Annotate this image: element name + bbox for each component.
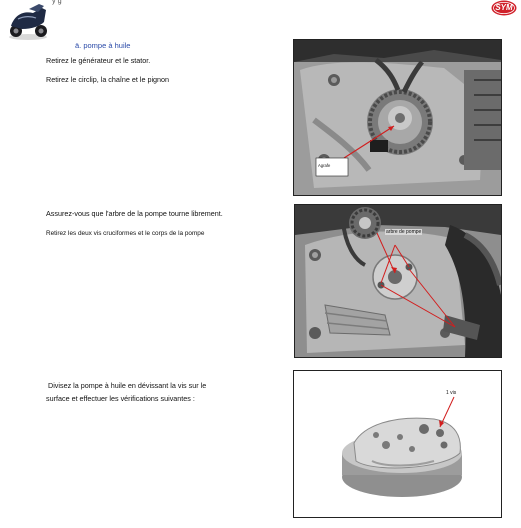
cropped-header-text: y g (52, 0, 62, 5)
photo-sprocket-circlip (293, 39, 502, 196)
step-1-line-1: Retirez le générateur et le stator. (46, 56, 151, 65)
photo-pump-shaft (294, 204, 502, 358)
step-3-line-1: Divisez la pompe à huile en dévissant la vis sur le (48, 381, 207, 390)
scooter-thumbnail (6, 0, 50, 40)
step-2-line-1: Assurez-vous que l'arbre de la pompe tourne librement. (46, 209, 223, 218)
section-title: ä. pompe à huile (75, 41, 131, 50)
photo-oil-pump-body (293, 370, 502, 518)
brand-logo (491, 0, 517, 16)
photo-2-label: arbre de pompe (386, 229, 422, 235)
step-2-line-2: Retirez les deux vis cruciformes et le corps de la pompe (46, 230, 205, 237)
brand-logo-text: SYM (495, 3, 513, 12)
photo-3-label: 1 vis (446, 390, 457, 396)
step-1-line-2: Retirez le circlip, la chaîne et le pignon (46, 75, 170, 84)
photo-1-label: Agrafe (318, 163, 331, 168)
step-3-line-2: surface et effectuer les vérifications suivantes : (46, 394, 195, 403)
